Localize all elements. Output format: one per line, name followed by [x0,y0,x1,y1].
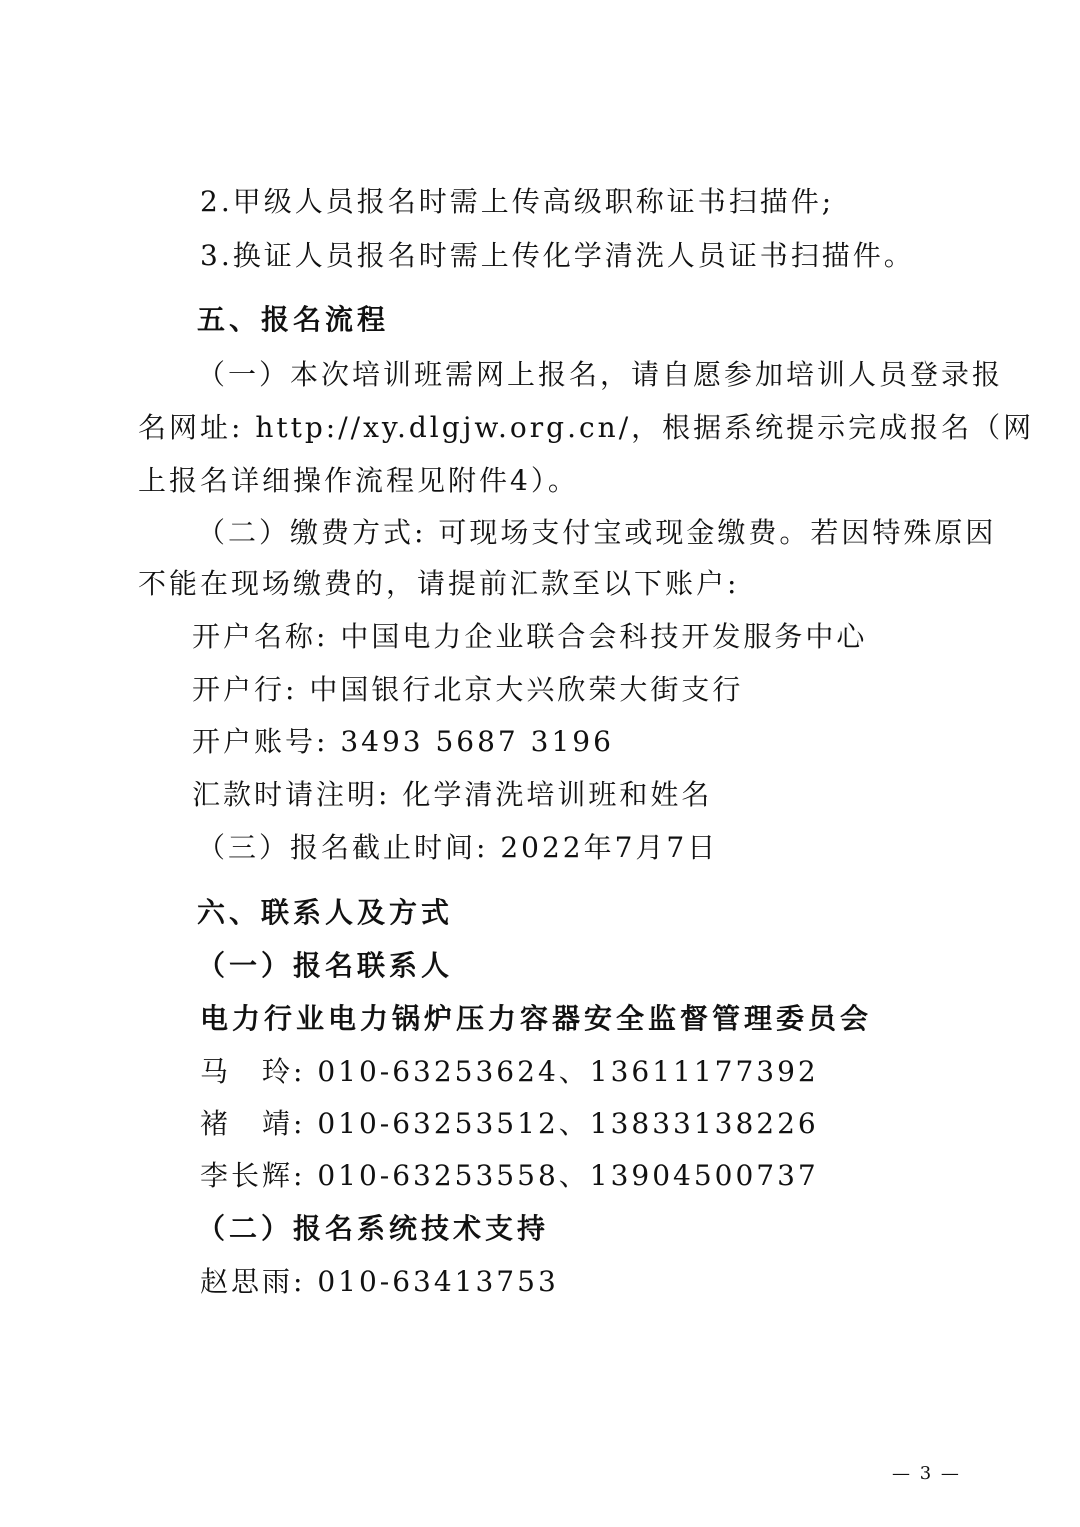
registration-deadline: （三）报名截止时间: 2022年7月7日 [197,831,719,864]
section-5-heading: 五、报名流程 [197,303,390,336]
section-6-heading: 六、联系人及方式 [197,896,454,929]
registration-paragraph-line-2: 名网址: http://xy.dlgjw.org.cn/，根据系统提示完成报名（网 [138,411,1035,444]
contact-subheading-2: （二）报名系统技术支持 [197,1212,550,1245]
account-name: 开户名称: 中国电力企业联合会科技开发服务中心 [192,620,868,653]
registration-paragraph-line-1: （一）本次培训班需网上报名，请自愿参加培训人员登录报 [197,358,1004,391]
line-item-2: 2.甲级人员报名时需上传高级职称证书扫描件; [200,185,835,218]
contact-ma-ling: 马 玲: 010-63253624、13611177392 [200,1055,819,1088]
registration-paragraph-line-3: 上报名详细操作流程见附件4）。 [138,464,579,497]
contact-zhao-siyu: 赵思雨: 010-63413753 [200,1265,559,1298]
contact-subheading-1: （一）报名联系人 [197,949,454,982]
contact-chu-jing: 褚 靖: 010-63253512、13833138226 [200,1107,819,1140]
account-number: 开户账号: 3493 5687 3196 [192,725,614,758]
line-item-3: 3.换证人员报名时需上传化学清洗人员证书扫描件。 [200,239,915,272]
payment-paragraph-line-1: （二）缴费方式: 可现场支付宝或现金缴费。若因特殊原因 [197,516,997,549]
contact-li-changhui: 李长辉: 010-63253558、13904500737 [200,1159,819,1192]
remittance-note: 汇款时请注明: 化学清洗培训班和姓名 [192,778,713,811]
page-number: — 3 — [892,1463,961,1484]
organization-name: 电力行业电力锅炉压力容器安全监督管理委员会 [200,1002,873,1035]
bank-name: 开户行: 中国银行北京大兴欣荣大街支行 [192,673,744,706]
payment-paragraph-line-2: 不能在现场缴费的，请提前汇款至以下账户: [138,567,740,600]
